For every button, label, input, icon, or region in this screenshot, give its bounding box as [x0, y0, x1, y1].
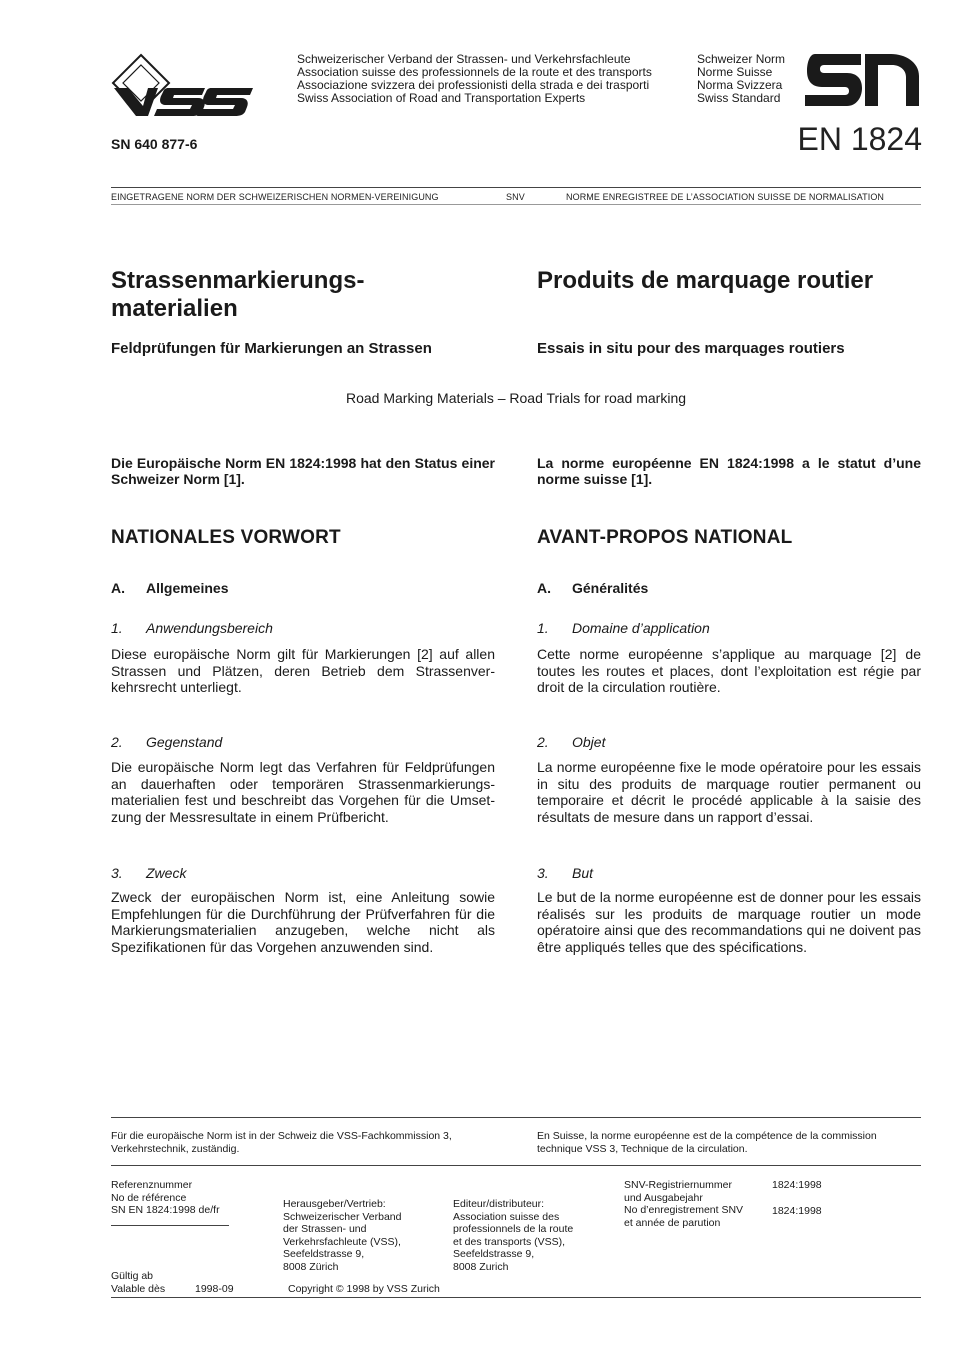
- subsection-2-fr: [537, 734, 921, 750]
- foreword-heading-fr: AVANT-PROPOS NATIONAL: [537, 527, 793, 548]
- publisher-de-line: der Strassen- und: [283, 1223, 367, 1235]
- title-de: Strassenmarkierungs- materialien: [111, 267, 365, 322]
- section-title: Allgemeines: [146, 580, 229, 596]
- subsection-number: 3.: [111, 865, 123, 881]
- valid-label-fr: Valable dès: [111, 1282, 166, 1295]
- competence-fr-line: technique VSS 3, Technique de la circulation.: [537, 1142, 748, 1155]
- paragraph-1-de: Diese europäische Norm gilt für Markierungen [2] auf allen Strassen und Plätzen, deren Betrieb dem Strassenverkehrsrecht unterliegt.: [111, 646, 495, 695]
- snv-value-2: 1824:1998: [772, 1205, 822, 1217]
- paragraph-3-de: Zweck der europäischen Norm ist, eine Anleitung sowie Empfehlungen für die Durchführung der Prüfverfahren für die Markierungsmaterialien anzugeben, welche nicht als Spezifikationen für das Vorgehen anzuwenden sind.: [111, 889, 495, 955]
- association-line-de: Schweizerischer Verband der Strassen- und Verkehrsfachleute: [297, 52, 631, 66]
- publisher-de: [283, 1198, 401, 1273]
- paragraph-1-fr: Cette norme européenne s’applique au marquage [2] de toutes les routes et places, dont l’exploitation est régie par droit de la circulation routière.: [537, 646, 921, 695]
- footer-middle-divider: [111, 1165, 921, 1166]
- snv-label-line: SNV-Registriernummer: [624, 1179, 732, 1191]
- reference-underline: [111, 1225, 229, 1226]
- snv-registration: [624, 1179, 743, 1229]
- publisher-de-line: Verkehrsfachleute (VSS),: [283, 1235, 401, 1248]
- association-line-it: Associazione svizzera dei professionisti della strada e dei trasporti: [297, 78, 650, 92]
- subsection-title: Gegenstand: [146, 734, 223, 750]
- subsection-title: Anwendungsbereich: [146, 620, 273, 636]
- paragraph-2-de: Die europäische Norm legt das Verfahren für Feldprüfungen an dauerhaften oder temporären Strassenmarkierungsmaterialien fest und beschreibt das Vorgehen für die Umsetzung der Messresultate in einem Prüfbericht.: [111, 759, 495, 825]
- sn-identifier: SN 640 877-6: [111, 136, 198, 152]
- reference-label-fr: No de référence: [111, 1191, 187, 1204]
- subsection-1-fr: [537, 620, 921, 636]
- subsection-title: Objet: [572, 734, 606, 750]
- subsection-number: 2.: [537, 734, 549, 750]
- sn-logo: [805, 54, 923, 106]
- subsection-3-fr: [537, 865, 921, 881]
- subsection-3-de: [111, 865, 495, 881]
- registration-fr: NORME ENREGISTREE DE L’ASSOCIATION SUISSE DE NORMALISATION: [566, 192, 885, 202]
- subsection-number: 3.: [537, 865, 549, 881]
- norm-label-en: Swiss Standard: [697, 91, 781, 105]
- publisher-de-line: Schweizerischer Verband: [283, 1210, 402, 1223]
- publisher-de-line: 8008 Zürich: [283, 1260, 339, 1273]
- en-number: EN 1824: [797, 121, 922, 157]
- publisher-fr: [453, 1198, 573, 1273]
- section-a-fr: [537, 580, 921, 596]
- norm-labels: [697, 53, 785, 105]
- registration-de: EINGETRAGENE NORM DER SCHWEIZERISCHEN NORMEN-VEREINIGUNG: [111, 192, 439, 202]
- copyright: Copyright © 1998 by VSS Zurich: [288, 1283, 440, 1295]
- subsection-number: 1.: [537, 620, 549, 636]
- publisher-de-line: Herausgeber/Vertrieb:: [283, 1198, 386, 1210]
- footer-bottom-divider: [111, 1297, 921, 1298]
- publisher-fr-line: Editeur/distributeur:: [453, 1198, 545, 1210]
- header-divider: [111, 187, 921, 188]
- competence-fr-line: En Suisse, la norme européenne est de la compétence de la commission: [537, 1130, 877, 1142]
- section-number: A.: [537, 580, 551, 596]
- subsection-number: 2.: [111, 734, 123, 750]
- competence-de: [111, 1130, 452, 1155]
- footer-top-divider: [111, 1117, 921, 1118]
- registration-divider: [111, 204, 921, 205]
- subtitle-de: Feldprüfungen für Markierungen an Strassen: [111, 340, 432, 357]
- association-names: [297, 53, 652, 105]
- publisher-fr-line: 8008 Zurich: [453, 1260, 509, 1273]
- section-title: Généralités: [572, 580, 649, 596]
- reference-label-de: Referenznummer: [111, 1179, 193, 1191]
- publisher-fr-line: Association suisse des: [453, 1210, 560, 1223]
- snv-label-line: et année de parution: [624, 1216, 721, 1229]
- publisher-fr-line: professionnels de la route: [453, 1223, 574, 1235]
- valid-from: [111, 1270, 165, 1295]
- reference-number: [111, 1179, 220, 1217]
- section-number: A.: [111, 580, 125, 596]
- subsection-2-de: [111, 734, 495, 750]
- snv-label-line: No d’enregistrement SNV: [624, 1204, 744, 1216]
- association-line-fr: Association suisse des professionnels de la route et des transports: [297, 65, 652, 79]
- foreword-heading-de: NATIONALES VORWORT: [111, 527, 341, 548]
- publisher-fr-line: Seefeldstrasse 9,: [453, 1248, 535, 1260]
- subsection-title: But: [572, 865, 594, 881]
- title-fr: Produits de marquage routier: [537, 267, 874, 294]
- reference-value: SN EN 1824:1998 de/fr: [111, 1204, 220, 1216]
- paragraph-3-fr: Le but de la norme européenne est de donner pour les essais réalisés sur les produits de marquage routier un mode opératoire ainsi que des recommandations qui ne doivent pas être appliqués telles que des spécifications.: [537, 889, 921, 955]
- valid-label-de: Gültig ab: [111, 1270, 154, 1282]
- subsection-number: 1.: [111, 620, 123, 636]
- status-de: Die Europäische Norm EN 1824:1998 hat den Status einer Schweizer Norm [1].: [111, 455, 495, 487]
- subsection-title: Zweck: [146, 865, 187, 881]
- registration-snv: SNV: [506, 192, 525, 202]
- vss-logo: [110, 52, 256, 118]
- publisher-fr-line: et des transports (VSS),: [453, 1235, 566, 1248]
- section-a-de: [111, 580, 495, 596]
- subsection-1-de: [111, 620, 495, 636]
- status-fr: La norme européenne EN 1824:1998 a le statut d’une norme suisse [1].: [537, 455, 921, 487]
- norm-label-it: Norma Svizzera: [697, 78, 783, 92]
- snv-label-line: und Ausgabejahr: [624, 1191, 703, 1204]
- competence-de-line: Für die europäische Norm ist in der Schweiz die VSS-Fachkommission 3,: [111, 1130, 452, 1142]
- snv-value-1: 1824:1998: [772, 1179, 822, 1191]
- association-line-en: Swiss Association of Road and Transportation Experts: [297, 91, 586, 105]
- norm-label-fr: Norme Suisse: [697, 65, 773, 79]
- title-en: Road Marking Materials – Road Trials for road marking: [345, 390, 687, 406]
- paragraph-2-fr: La norme européenne fixe le mode opératoire pour les essais in situ des produits de marquage routier permanent ou temporaire et décrit le procédé applicable à la saisie des résultats de mesure dans un rapport d’essai.: [537, 759, 921, 825]
- norm-label-de: Schweizer Norm: [697, 52, 786, 66]
- valid-date: 1998-09: [195, 1283, 234, 1295]
- subsection-title: Domaine d’application: [572, 620, 710, 636]
- publisher-de-line: Seefeldstrasse 9,: [283, 1248, 365, 1260]
- competence-de-line: Verkehrstechnik, zuständig.: [111, 1142, 240, 1155]
- competence-fr: [537, 1130, 877, 1155]
- subtitle-fr: Essais in situ pour des marquages routiers: [537, 340, 845, 357]
